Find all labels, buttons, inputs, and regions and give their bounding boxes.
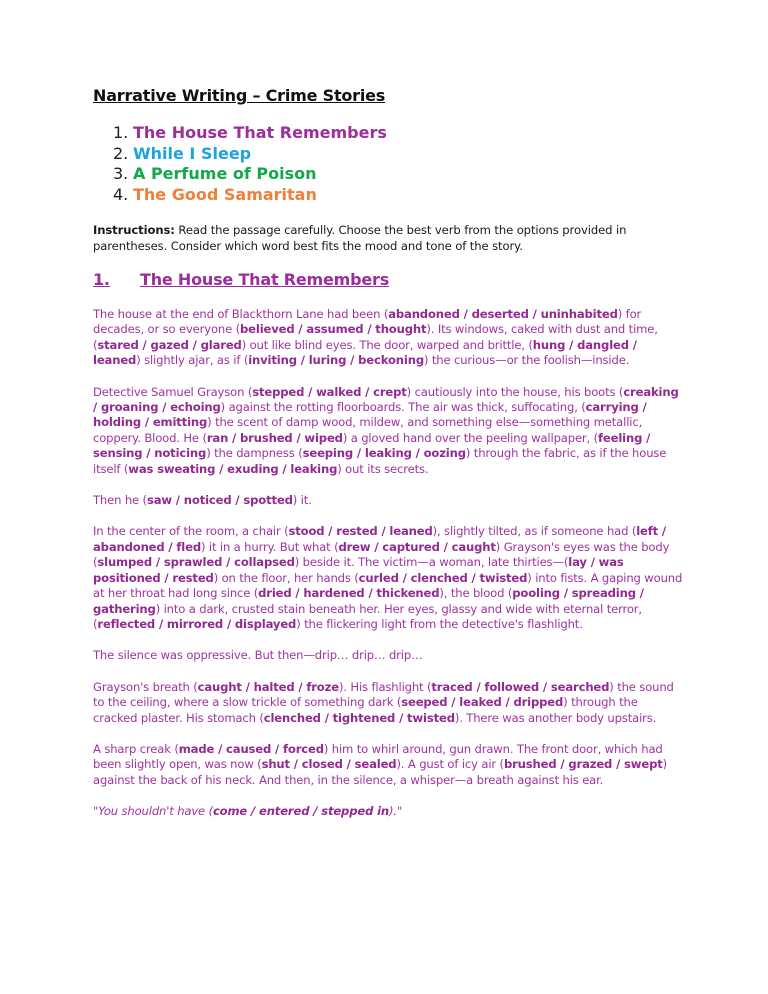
story-title: While I Sleep bbox=[133, 143, 252, 163]
story-list-item bbox=[113, 144, 683, 165]
verb-options: believed / assumed / thought bbox=[240, 322, 427, 337]
section-heading bbox=[93, 270, 683, 289]
story-paragraph: Then he (saw / noticed / spotted) it. bbox=[93, 493, 312, 508]
verb-options: stood / rested / leaned bbox=[288, 524, 433, 539]
verb-options: made / caused / forced bbox=[178, 741, 324, 756]
list-number: 3. bbox=[113, 164, 129, 183]
verb-options: shut / closed / sealed bbox=[261, 757, 397, 772]
verb-options: dried / hardened / thickened bbox=[258, 586, 440, 601]
instructions-text: Read the passage carefully. Choose the best verb from the options provided in parentheses. Consider which word best fits the mood and tone of the story. bbox=[93, 223, 627, 253]
story-paragraph: The silence was oppressive. But then—drip… drip… drip… bbox=[93, 648, 423, 663]
story-paragraph: Grayson's breath (caught / halted / froze). His flashlight (traced / followed / searched) the sound to the ceiling, where a slow trickle of something dark (seeped / leaked / dripped) through the cracked plaster. His stomach (clenched / tightened / twisted). There was another body upstairs. bbox=[93, 679, 674, 725]
story-body bbox=[93, 307, 683, 820]
story-paragraph: "You shouldn't have (come / entered / stepped in)." bbox=[93, 804, 403, 819]
story-paragraph: In the center of the room, a chair (stood / rested / leaned), slightly tilted, as if someone had (left / abandoned / fled) it in a hurry. But what (drew / captured / caught) Grayson's eyes was the body (slumped / sprawled / collapsed) beside it. The victim—a woman, late thirties—(lay / was positioned / rested) on the floor, her hands (curled / clenched / twisted) into fists. A gaping wound at her throat had long since (dried / hardened / thickened), the blood (pooling / spreading / gathering) into a dark, crusted stain beneath her. Her eyes, glassy and wide with eternal terror, (reflected / mirrored / displayed) the flickering light from the detective's flashlight. bbox=[93, 524, 683, 631]
verb-options: hung / dangled / leaned bbox=[93, 337, 637, 368]
list-number: 1. bbox=[113, 123, 129, 142]
story-title: A Perfume of Poison bbox=[133, 164, 317, 183]
list-number: 2. bbox=[113, 143, 129, 163]
document-page bbox=[93, 86, 683, 820]
document-title: Narrative Writing – Crime Stories bbox=[93, 86, 386, 105]
verb-options: feeling / sensing / noticing bbox=[93, 430, 651, 461]
story-list bbox=[93, 123, 683, 205]
verb-options: curled / clenched / twisted bbox=[358, 570, 528, 585]
verb-options: stared / gazed / glared bbox=[97, 337, 242, 352]
story-paragraph: The house at the end of Blackthorn Lane had been (abandoned / deserted / uninhabited) for decades, or so everyone (believed / assumed / thought). Its windows, caked with dust and time, (stared / gazed / glared) out like blind eyes. The door, warped and brittle, (hung / dangled / leaned) slightly ajar, as if (inviting / luring / beckoning) the curious—or the foolish—inside. bbox=[93, 307, 658, 368]
verb-options: creaking / groaning / echoing bbox=[93, 384, 679, 415]
section-title: The House That Remembers bbox=[140, 270, 390, 289]
instructions-label: Instructions: bbox=[93, 223, 175, 237]
story-title: The Good Samaritan bbox=[133, 184, 317, 204]
verb-options: inviting / luring / beckoning bbox=[248, 353, 424, 368]
verb-options: seeping / leaking / oozing bbox=[302, 446, 466, 461]
verb-options: seeped / leaked / dripped bbox=[401, 695, 564, 710]
story-list-item bbox=[113, 185, 683, 206]
story-paragraph: Detective Samuel Grayson (stepped / walked / crept) cautiously into the house, his boots (creaking / groaning / echoing) against the rotting floorboards. The air was thick, suffocating, (carrying / holding / emitting) the scent of damp wood, mildew, and something else—something metallic, coppery. Blood. He (ran / brushed / wiped) a gloved hand over the peeling wallpaper, (feeling / sensing / noticing) the dampness (seeping / leaking / oozing) through the fabric, as if the house itself (was sweating / exuding / leaking) out its secrets. bbox=[93, 384, 679, 476]
story-title: The House That Remembers bbox=[133, 123, 387, 142]
verb-options: abandoned / deserted / uninhabited bbox=[388, 307, 618, 321]
verb-options: ran / brushed / wiped bbox=[206, 430, 343, 445]
story-paragraph: A sharp creak (made / caused / forced) him to whirl around, gun drawn. The front door, which had been slightly open, was now (shut / closed / sealed). A gust of icy air (brushed / grazed / swept) against the back of his neck. And then, in the silence, a whisper—a breath against his ear. bbox=[93, 741, 667, 787]
verb-options: left / abandoned / fled bbox=[93, 524, 667, 554]
verb-options: traced / followed / searched bbox=[431, 679, 610, 694]
verb-options: come / entered / stepped in bbox=[212, 804, 390, 819]
verb-options: lay / was positioned / rested bbox=[93, 555, 624, 585]
verb-options: was sweating / exuding / leaking bbox=[128, 461, 338, 476]
verb-options: carrying / holding / emitting bbox=[93, 400, 647, 430]
section-number: 1. bbox=[93, 270, 110, 289]
verb-options: stepped / walked / crept bbox=[252, 384, 407, 399]
verb-options: pooling / spreading / gathering bbox=[93, 586, 644, 616]
verb-options: saw / noticed / spotted bbox=[146, 493, 293, 508]
instructions bbox=[93, 223, 683, 254]
list-number: 4. bbox=[113, 184, 129, 204]
story-list-item bbox=[113, 123, 683, 144]
verb-options: caught / halted / froze bbox=[197, 679, 339, 694]
verb-options: clenched / tightened / twisted bbox=[263, 710, 455, 725]
verb-options: drew / captured / caught bbox=[338, 539, 496, 554]
story-list-item bbox=[113, 164, 683, 185]
verb-options: slumped / sprawled / collapsed bbox=[97, 555, 295, 570]
verb-options: reflected / mirrored / displayed bbox=[97, 616, 297, 631]
verb-options: brushed / grazed / swept bbox=[503, 757, 663, 772]
